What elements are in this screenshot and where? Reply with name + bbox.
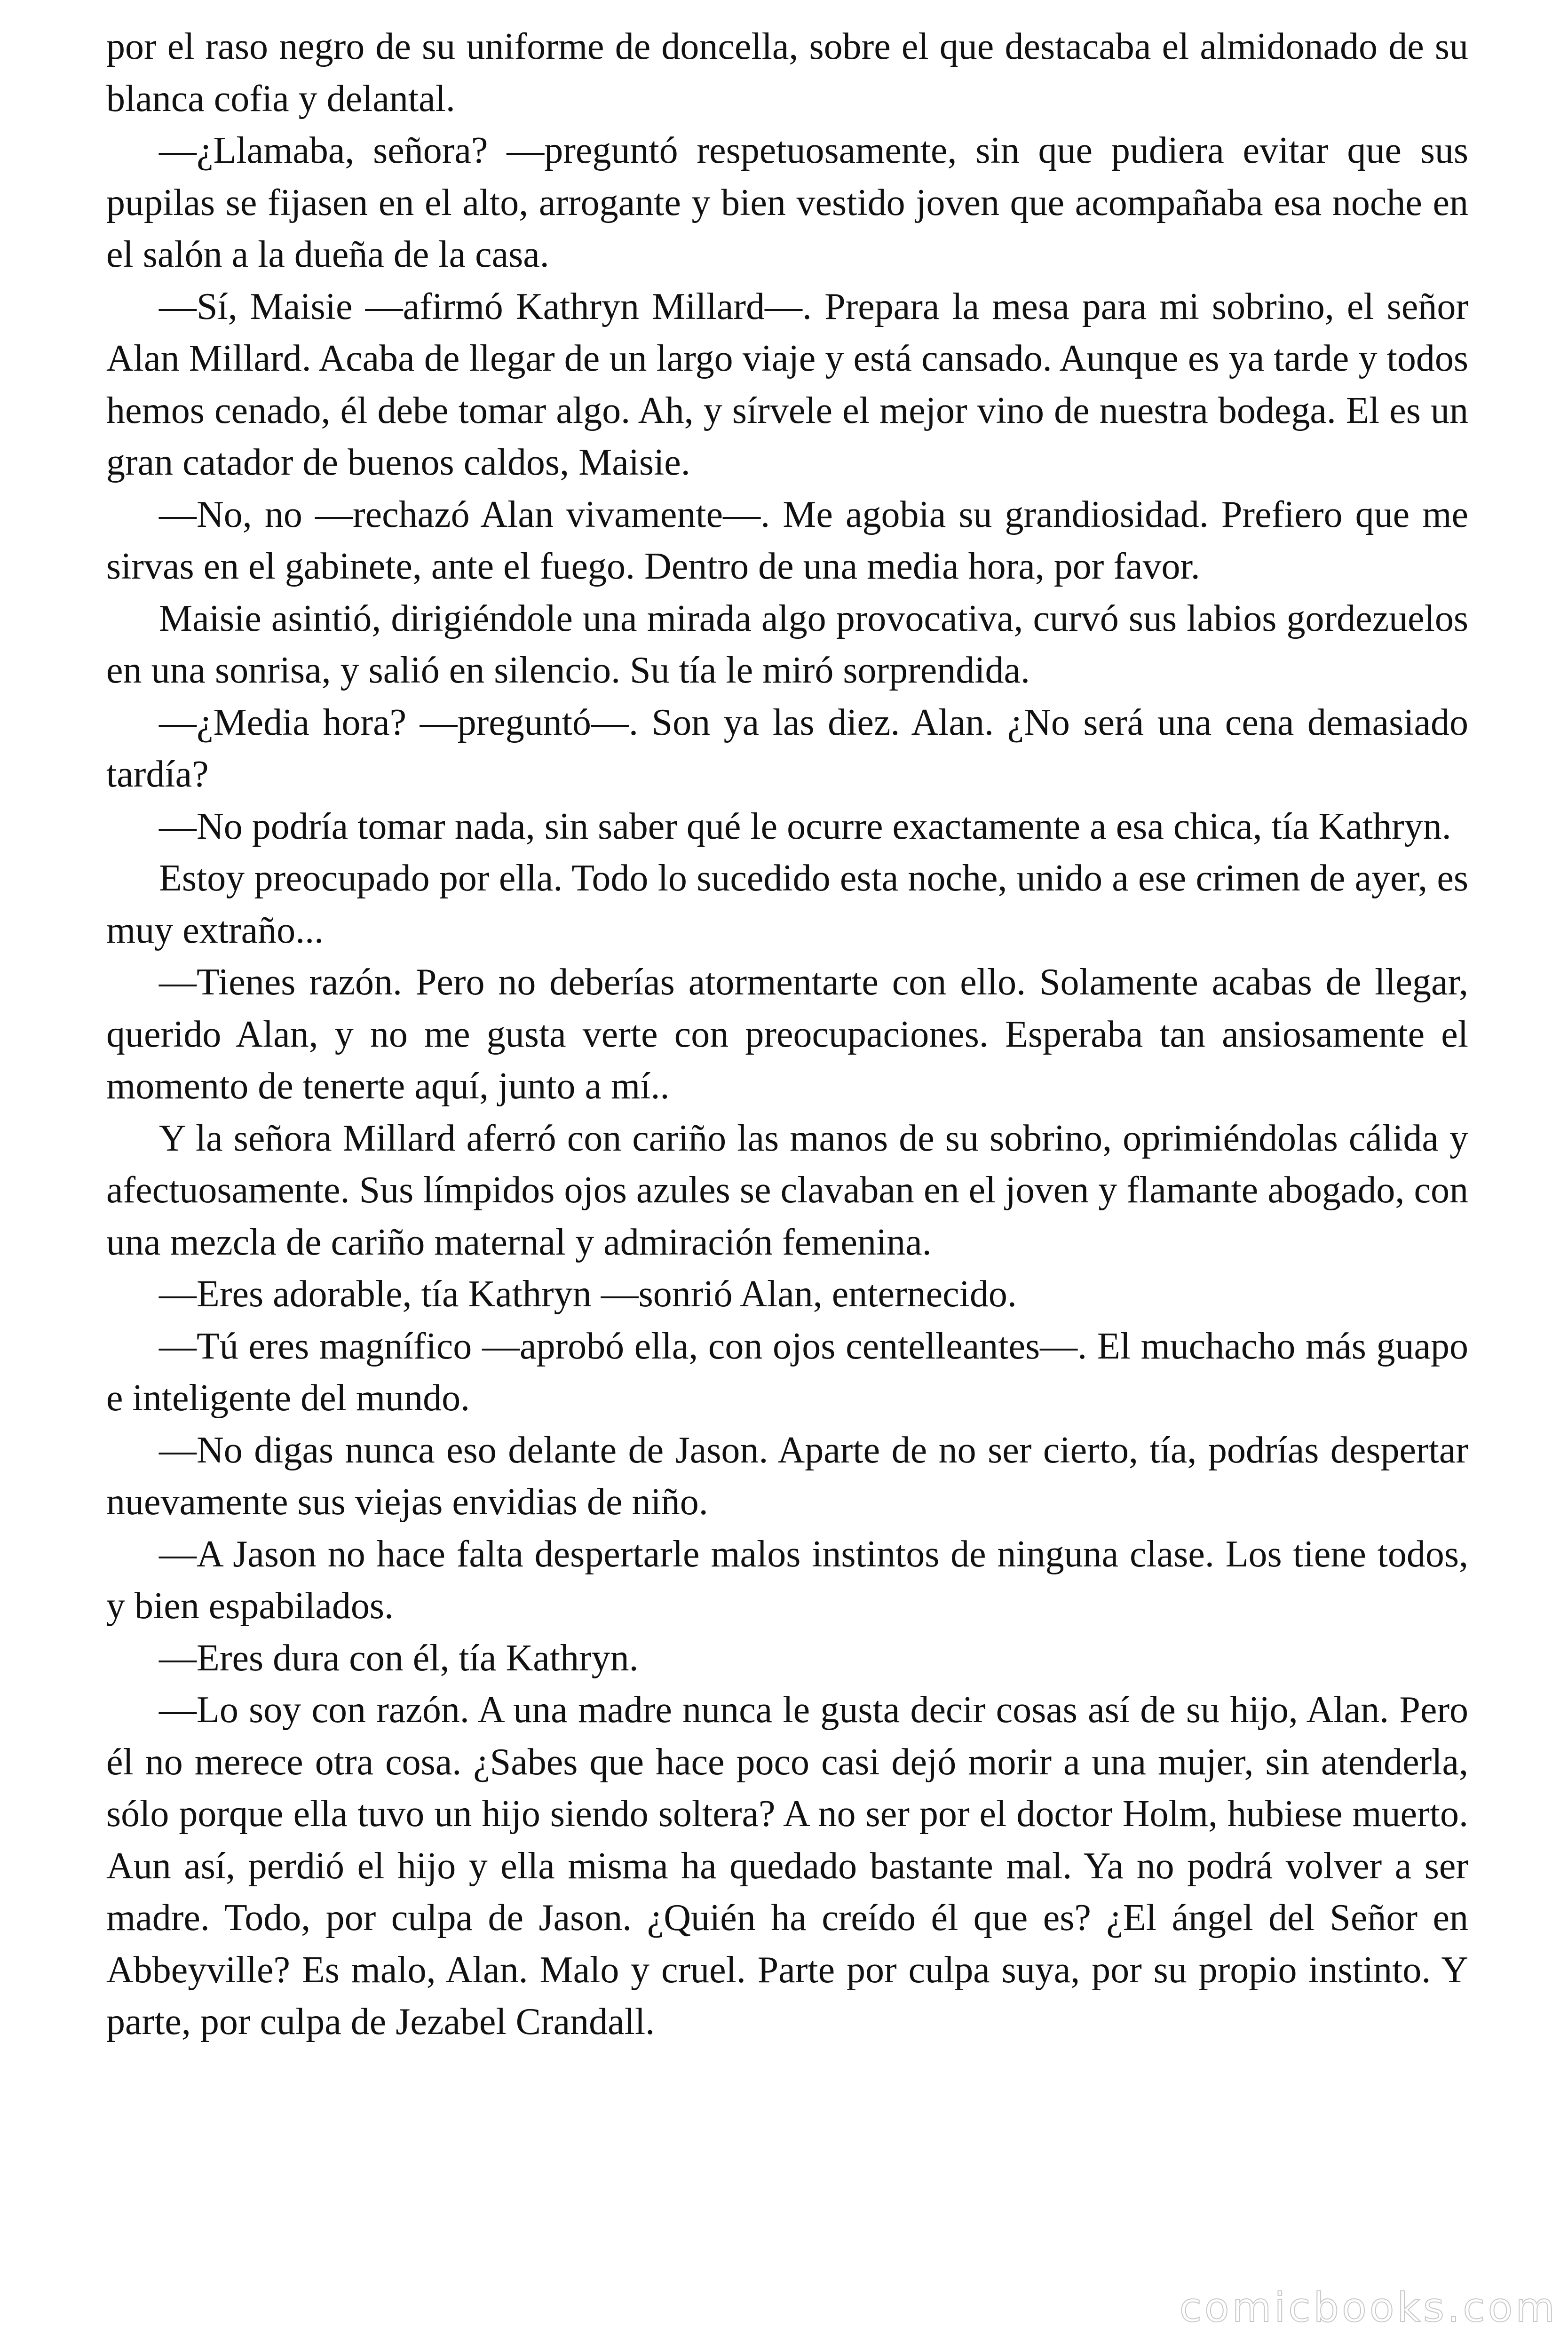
paragraph: por el raso negro de su uniforme de doncella, sobre el que destacaba el almidonado de su blanca cofia y delantal. — [106, 26, 1468, 119]
paragraph: —Tienes razón. Pero no deberías atormentarte con ello. Solamente acabas de llegar, querido Alan, y no me gusta verte con preocupaciones. Esperaba tan ansiosamente el momento de tenerte aquí, junto a mí.. — [106, 961, 1468, 1107]
paragraph: —Tú eres magnífico —aprobó ella, con ojos centelleantes—. El muchacho más guapo e inteligente del mundo. — [106, 1325, 1468, 1419]
paragraph: —No podría tomar nada, sin saber qué le ocurre exactamente a esa chica, tía Kathryn. — [159, 805, 1451, 847]
paragraph: —¿Media hora? —preguntó—. Son ya las diez. Alan. ¿No será una cena demasiado tardía? — [106, 701, 1468, 795]
paragraph: —Lo soy con razón. A una madre nunca le gusta decir cosas así de su hijo, Alan. Pero él no merece otra cosa. ¿Sabes que hace poco casi dejó morir a una mujer, sin atenderla, sólo porque ella tuvo un hijo siendo soltera? A no ser por el doctor Holm, hubiese muerto. Aun así, perdió el hijo y ella misma ha quedado bastante mal. Ya no podrá volver a ser madre. Todo, por culpa de Jason. ¿Quién ha creído él que es? ¿El ángel del Señor en Abbeyville? Es malo, Alan. Malo y cruel. Parte por culpa suya, por su propio instinto. Y parte, por culpa de Jezabel Crandall. — [106, 1689, 1468, 2042]
paragraph: —Eres adorable, tía Kathryn —sonrió Alan, enternecido. — [159, 1273, 1017, 1315]
watermark: comicbooks.com — [1179, 2284, 1558, 2331]
paragraph: Maisie asintió, dirigiéndole una mirada algo provocativa, curvó sus labios gordezuelos en una sonrisa, y salió en silencio. Su tía le miró sorprendida. — [106, 597, 1468, 691]
document-page — [106, 21, 1468, 2269]
paragraph: —Eres dura con él, tía Kathryn. — [159, 1637, 639, 1679]
paragraph: —No digas nunca eso delante de Jason. Aparte de no ser cierto, tía, podrías despertar nuevamente sus viejas envidias de niño. — [106, 1429, 1468, 1523]
paragraph: Y la señora Millard aferró con cariño las manos de su sobrino, oprimiéndolas cálida y afectuosamente. Sus límpidos ojos azules se clavaban en el joven y flamante abogado, con una mezcla de cariño maternal y admiración femenina. — [106, 1117, 1468, 1263]
paragraph: Estoy preocupado por ella. Todo lo sucedido esta noche, unido a ese crimen de ayer, es muy extraño... — [106, 858, 1468, 951]
paragraph: —A Jason no hace falta despertarle malos instintos de ninguna clase. Los tiene todos, y bien espabilados. — [106, 1533, 1468, 1627]
paragraph: —No, no —rechazó Alan vivamente—. Me agobia su grandiosidad. Prefiero que me sirvas en el gabinete, ante el fuego. Dentro de una media hora, por favor. — [106, 493, 1468, 587]
paragraph: —¿Llamaba, señora? —preguntó respetuosamente, sin que pudiera evitar que sus pupilas se fijasen en el alto, arrogante y bien vestido joven que acompañaba esa noche en el salón a la dueña de la casa. — [106, 130, 1468, 275]
paragraph: —Sí, Maisie —afirmó Kathryn Millard—. Prepara la mesa para mi sobrino, el señor Alan Millard. Acaba de llegar de un largo viaje y está cansado. Aunque es ya tarde y todos hemos cenado, él debe tomar algo. Ah, y sírvele el mejor vino de nuestra bodega. El es un gran catador de buenos caldos, Maisie. — [106, 286, 1468, 483]
